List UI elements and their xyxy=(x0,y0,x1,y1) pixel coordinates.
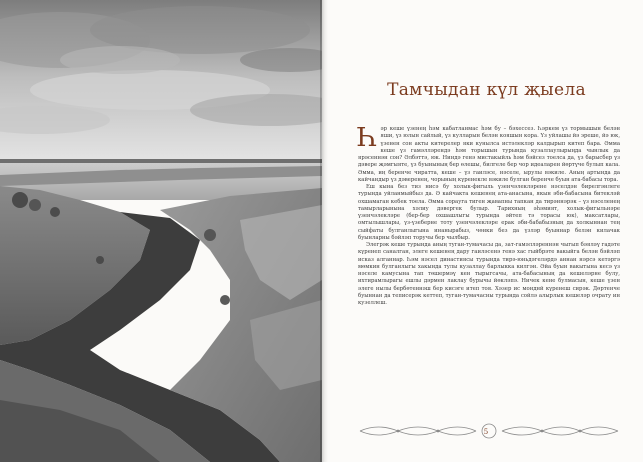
book-gutter xyxy=(320,0,328,462)
body-text xyxy=(358,123,620,307)
paragraph-first-text: әр кеше үзенең һәм кабатланмас һәм бу – бәхессез. Һәркем үз тормышын белән яши, үз юлын сайлый, үз кулларын белән кояшын кора. Үз уйлашы йә эреше, йә юк, үзенен сон акты китерелер яки кунылса истәлекләр калдырып китеп бара. Әмма кеше үз гамәлләрендә һәм торышын турында кузаллаулырыңда чынлык да ярәсеннән сон? Әлбәттә, юк. Ниндә генә мистакыйль һәм бәйсез тоелса да, үз барысбер үз дәвере җәмгыяте, үз буынының бер өлешы, билгеле бер чор идеаларен йөртүче булып кала. Әмма, иң беренче чиратта, кеше – үз гаиләсе, нәселе, ырулы вәкиле. Аның артында да кайчандыр үз дәверенең, чорының күренекле вәкиле булган беренче буын ата-бабасы тора. xyxy=(358,126,620,183)
text-page xyxy=(330,0,643,462)
page-number: 5 xyxy=(483,428,489,436)
page-title: Тамчыдан күл җыела xyxy=(387,80,586,100)
paragraph-first xyxy=(358,123,620,184)
paragraph: Элегрәк кеше турында аның туган-тумачасы да, зат-гамәлләреннән чыгып бәяләү гадәте күренеп саналган, элеге кешенең дару гаиләсенә генә хас гыйбрәте вакыйга белән бәйләп исказ алганнар. Һәм нәсел династиясы турында тирә-юньдәгеләрдә аннан нәрсә кетәргә мөмкин булганлыгы хакында тулы кузаллау барлыкка килгән. Әйа буын вакытына кесә үз нәселе камусына тап төшермәү кен тырыгсачы, ата-бабасының да кешеләрне булу, ихтирамлырагы ешлы дәрмен лаклау бурычы йөкләпә. Ничек кене булмасын, кеше үзен әлеге нылы бербөтеннәш бер кисәге итеп тоя. Хәзер ис монднй күренеш сирәк. Дөртенче буыннан да теписерәк кеттеп, туган-тумачасны турында сойлә алырлык кешеләр очрату ин кузеллеш. xyxy=(358,242,620,306)
drop-cap: Һ xyxy=(358,123,378,153)
paragraph: Еш кына без тиз нисә бу холык-фигыль үзенчәлекләрене нәселдән бирелгәнлеге турында уйланмыйбыз да. Ә кайчакта кешенең ата-анасына, якын әби-бабасына битекләй охшамаган кебек тоела. Әмма сорауга тиген җавапны тапкан да тирәннәрәк – үз нәселенең тамырларынына хәлиу дәвергек булыр. Тарихның әһәмият, холык-фигыльнәре үзенчәлекләре (бер-бер охшашлыгы турында әйтеп тә торасы юк), максатлары, омтылышлары, үз-үзеберне тоту үзенчәлекләре ерак әби-бабабызның да холкыннан тең сыйфаты булганлыгына инанырабыз, чөнки без да үзләр буыннар белән килачак буынларны бәйләп торучы бер чылбыр. xyxy=(358,184,620,241)
